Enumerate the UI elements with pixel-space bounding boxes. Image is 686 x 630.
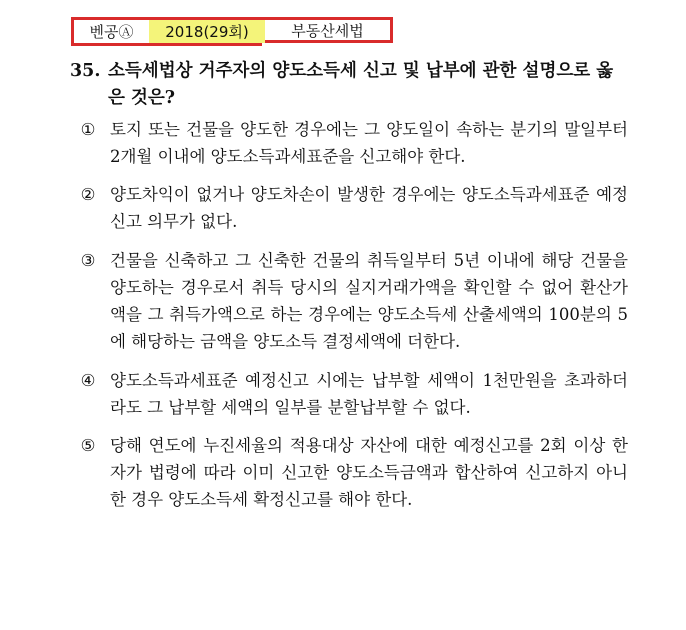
option-text: 토지 또는 건물을 양도한 경우에는 그 양도일이 속하는 분기의 말일부터 2개월 이내에 양도소득과세표준을 신고해야 한다. [110, 120, 628, 166]
subject-tag: 부동산세법 [265, 17, 393, 43]
question-block [70, 58, 630, 112]
option-number: ④ [80, 371, 96, 390]
question-number: 35. [70, 61, 101, 81]
year-tag: 2018(29회) [149, 17, 265, 43]
option-text: 당해 연도에 누진세율의 적용대상 자산에 대한 예정신고를 2회 이상 한 자가 법령에 따라 이미 신고한 양도소득금액과 합산하여 신고하지 아니한 경우 양도소득세 확정신고를 해야 한다. [110, 436, 628, 509]
header-underline [71, 43, 262, 46]
option-2[interactable] [76, 181, 628, 235]
option-number: ② [80, 185, 96, 204]
option-number: ① [80, 120, 96, 139]
exam-header [71, 17, 393, 43]
option-1[interactable] [76, 116, 628, 170]
option-text: 건물을 신축하고 그 신축한 건물의 취득일부터 5년 이내에 해당 건물을 양도하는 경우로서 취득 당시의 실지거래가액을 확인할 수 없어 환산가액을 그 취득가액으로 하는 경우에는 양도소득세 산출세액의 100분의 5에 해당하는 금액을 양도소득 결정세액에 더한다. [110, 251, 628, 351]
option-4[interactable] [76, 367, 628, 421]
option-number: ⑤ [80, 436, 96, 455]
option-text: 양도소득과세표준 예정신고 시에는 납부할 세액이 1천만원을 초과하더라도 그 납부할 세액의 일부를 분할납부할 수 없다. [110, 371, 628, 417]
option-text: 양도차익이 없거나 양도차손이 발생한 경우에는 양도소득과세표준 예정신고 의무가 없다. [110, 185, 628, 231]
option-5[interactable] [76, 432, 628, 513]
category-tag: 벤공Ⓐ [71, 17, 149, 43]
question-text: 소득세법상 거주자의 양도소득세 신고 및 납부에 관한 설명으로 옳은 것은? [108, 61, 614, 108]
option-number: ③ [80, 251, 96, 270]
option-3[interactable] [76, 247, 628, 355]
options-list [76, 116, 628, 513]
